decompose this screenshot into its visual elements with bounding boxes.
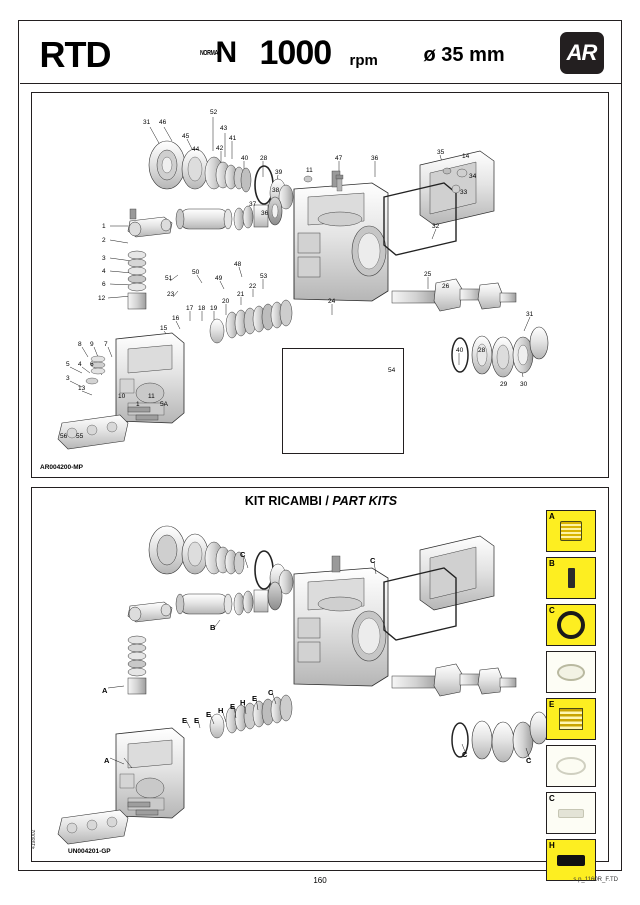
kit-stack-rings-icon [559, 708, 583, 730]
callout-24: 24 [328, 298, 336, 305]
kit-letter-e: E [230, 702, 236, 711]
kit-letter-c: C [268, 688, 274, 697]
callout-25: 25 [424, 271, 432, 278]
kit-letter-h: H [218, 706, 224, 715]
callout-28: 28 [478, 347, 486, 354]
callout-32: 32 [432, 223, 440, 230]
footer-doc-code: s.p_1160R_F.TD [573, 877, 618, 883]
callout-55: 55 [76, 433, 84, 440]
kit-legend-letter: B [549, 559, 555, 568]
callout-13: 13 [78, 385, 86, 392]
callout-35: 35 [437, 149, 445, 156]
callout-46: 46 [159, 119, 167, 126]
norm-label: NORMA [199, 49, 218, 57]
callout-21: 21 [237, 291, 245, 298]
callout-40: 40 [456, 347, 464, 354]
callout-5: 5 [66, 361, 70, 368]
exploded-view-panel [31, 92, 609, 478]
callout-52: 52 [210, 109, 218, 116]
callout-36: 36 [371, 155, 379, 162]
callout-inset: 54 [388, 367, 396, 374]
kit-legend-item-g[interactable] [546, 792, 596, 834]
callout-4: 4 [78, 361, 82, 368]
callout-53: 53 [260, 273, 268, 280]
callout-34: 34 [469, 173, 477, 180]
kit-legend-item-a[interactable] [546, 510, 596, 552]
kit-oval-flat-icon [557, 664, 585, 681]
callout-11: 11 [306, 167, 313, 174]
callout-17: 17 [186, 305, 194, 312]
callout-31: 31 [143, 119, 151, 126]
header-band [20, 22, 621, 84]
callout-39: 39 [275, 169, 283, 176]
kit-letter-c: C [462, 750, 468, 759]
kit-legend-letter: C [549, 794, 555, 803]
kit-stack-yellow-icon [560, 521, 582, 541]
callout-16: 16 [172, 315, 180, 322]
kit-letter-c: C [526, 756, 532, 765]
rpm-unit: rpm [349, 51, 378, 69]
callout-12: 12 [98, 295, 106, 302]
kit-letter-e: E [194, 716, 200, 725]
callout-51: 51 [165, 275, 173, 282]
kit-legend-item-h[interactable] [546, 839, 596, 881]
callout-38: 38 [272, 187, 280, 194]
callout-47: 47 [335, 155, 343, 162]
callout-37: 37 [249, 201, 257, 208]
part-kits-panel [31, 487, 609, 862]
callout-1: 1 [102, 223, 106, 230]
callout-9: 9 [90, 341, 94, 348]
callout-40: 40 [241, 155, 249, 162]
kit-legend-item-d[interactable] [546, 651, 596, 693]
callout-8: 8 [78, 341, 82, 348]
callout-20: 20 [222, 298, 230, 305]
callout-2: 2 [102, 237, 106, 244]
callout-6: 6 [102, 281, 106, 288]
kit-letter-c: C [240, 550, 246, 559]
callout-36: 36 [261, 210, 269, 217]
kit-view-drawing [32, 488, 610, 863]
kit-legend-item-c[interactable] [546, 604, 596, 646]
kit-legend-item-f[interactable] [546, 745, 596, 787]
norm-value: N [215, 35, 238, 69]
callout-19: 19 [210, 305, 218, 312]
kit-letter-e: E [182, 716, 188, 725]
callout-15: 15 [160, 325, 168, 332]
kit-legend-letter: C [549, 606, 555, 615]
callout-23: 23 [167, 291, 175, 298]
callout-10: 10 [118, 393, 126, 400]
rpm-value: 1000 [259, 33, 332, 72]
diameter-spec: ø 35 mm [423, 43, 505, 66]
ar-logo-text: AR [566, 39, 597, 65]
callout-3: 3 [66, 375, 70, 382]
kit-black-block-icon [557, 855, 585, 866]
callout-31: 31 [526, 311, 534, 318]
callout-1: 1 [136, 401, 140, 408]
kit-letter-e: E [206, 710, 212, 719]
kit-legend-letter: A [549, 512, 555, 521]
callout-42: 42 [216, 145, 224, 152]
callout-6: 6 [90, 361, 94, 368]
kit-letter-a: A [104, 756, 110, 765]
kit-title-en: PART KITS [332, 494, 398, 508]
kit-letter-h: H [240, 698, 246, 707]
kit-bar-black-icon [568, 568, 575, 588]
callout-48: 48 [234, 261, 242, 268]
callout-11: 11 [148, 393, 155, 400]
callout-41: 41 [229, 135, 237, 142]
callout-29: 29 [500, 381, 508, 388]
callout-56: 56 [60, 433, 68, 440]
callout-50: 50 [192, 269, 200, 276]
model-title: RTD [39, 33, 111, 75]
bottom-drawing-code: UN004201-GP [68, 848, 111, 855]
callout-28: 28 [260, 155, 268, 162]
callout-43: 43 [220, 125, 228, 132]
kit-legend-letter: H [549, 841, 555, 850]
kit-legend-item-b[interactable] [546, 557, 596, 599]
callout-14: 14 [462, 153, 470, 160]
callout-3: 3 [102, 255, 106, 262]
page-number: 160 [313, 876, 327, 885]
top-drawing-code: AR004200-MP [40, 464, 83, 471]
callout-26: 26 [442, 283, 450, 290]
kit-legend-item-e[interactable] [546, 698, 596, 740]
kit-letter-e: E [252, 694, 258, 703]
callout-22: 22 [249, 283, 257, 290]
callout-7: 7 [104, 341, 108, 348]
callout-49: 49 [215, 275, 223, 282]
kit-o-ring-icon [557, 611, 585, 639]
ar-logo [560, 32, 604, 74]
callout-5A: 5A [160, 401, 168, 408]
kit-letter-b: B [210, 623, 216, 632]
callout-4: 4 [102, 268, 106, 275]
kit-legend [546, 510, 600, 886]
kit-oval-ring-icon [556, 757, 586, 775]
callout-44: 44 [192, 146, 200, 153]
callout-30: 30 [520, 381, 528, 388]
kit-letter-c: C [370, 556, 376, 565]
kit-title-it: KIT RICAMBI / [244, 494, 333, 508]
kit-slab-icon [558, 809, 584, 818]
callout-45: 45 [182, 133, 190, 140]
kit-legend-letter: E [549, 700, 555, 709]
callout-33: 33 [460, 189, 468, 196]
kit-letter-a: A [102, 686, 108, 695]
inset-detail-frame [282, 348, 404, 454]
side-code: 4198002 [31, 829, 37, 849]
callout-18: 18 [198, 305, 206, 312]
